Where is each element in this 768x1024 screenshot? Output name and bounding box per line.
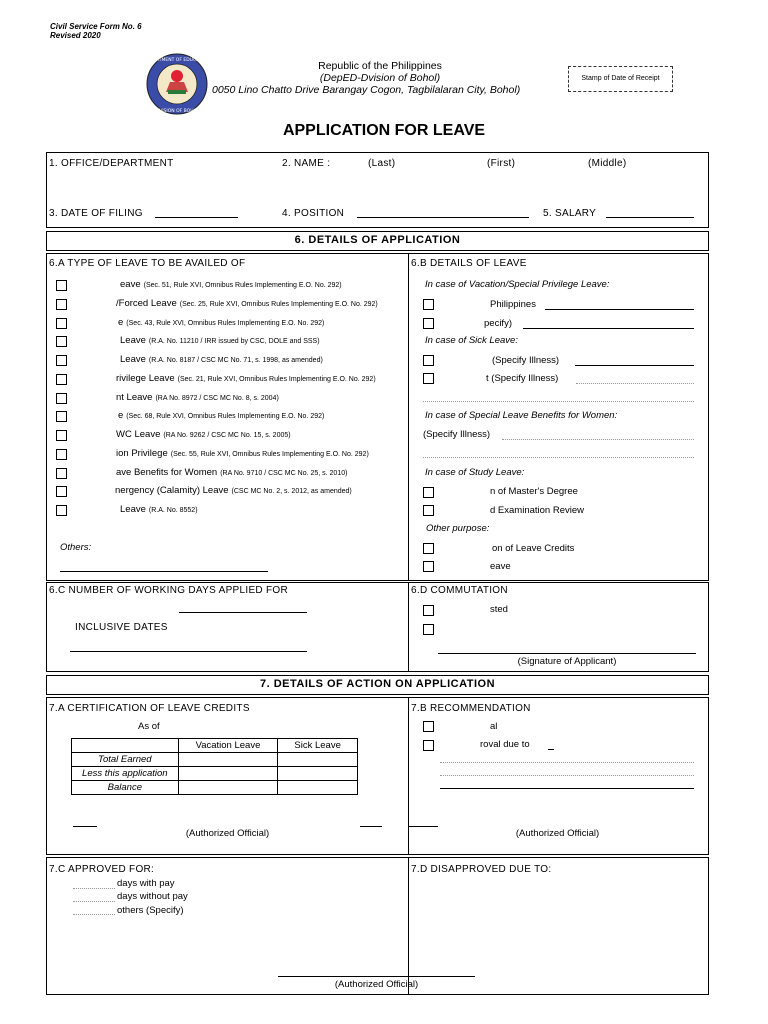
out-patient-label: t (Specify Illness) — [486, 373, 559, 384]
women-illness-field[interactable] — [502, 439, 694, 440]
balance-vacation[interactable] — [178, 781, 278, 795]
out-patient-field[interactable] — [576, 383, 694, 384]
out-patient-field-2[interactable] — [423, 401, 694, 402]
days-with-pay-label: days with pay — [117, 878, 175, 889]
commutation-requested-label: sted — [490, 604, 508, 615]
table-row — [72, 767, 358, 781]
within-philippines-label: Philippines — [490, 299, 536, 310]
form-revision: Revised 2020 — [50, 31, 101, 40]
leave-type-item — [116, 448, 369, 459]
leave-type-name: eave — [120, 279, 141, 290]
table-row — [72, 781, 358, 795]
working-days-field[interactable] — [179, 612, 307, 613]
disapproval-field-3[interactable] — [440, 788, 694, 789]
women-heading: In case of Special Leave Benefits for Women: — [425, 410, 618, 421]
leave-type-checkbox[interactable] — [56, 355, 67, 366]
women-illness-field-2[interactable] — [423, 457, 694, 458]
leave-type-item — [120, 335, 320, 346]
leave-type-name: nergency (Calamity) Leave — [115, 485, 229, 496]
leave-type-checkbox[interactable] — [56, 430, 67, 441]
leave-type-checkbox[interactable] — [56, 318, 67, 329]
auth-line-left — [73, 826, 97, 827]
for-disapproval-label: roval due to — [480, 739, 530, 750]
abroad-label: pecify) — [484, 318, 512, 329]
section6-cd-divider — [408, 582, 409, 672]
leave-type-name: ion Privilege — [116, 448, 168, 459]
leave-type-name: rivilege Leave — [116, 373, 175, 384]
bar-review-label: d Examination Review — [490, 505, 584, 516]
sick-leave-header: Sick Leave — [278, 739, 358, 753]
auth-line-right — [360, 826, 382, 827]
leave-type-name: Leave — [120, 354, 146, 365]
salary-field[interactable] — [606, 217, 694, 218]
bar-review-checkbox[interactable] — [423, 505, 434, 516]
days-without-pay-field[interactable] — [73, 901, 115, 902]
leave-type-checkbox[interactable] — [56, 486, 67, 497]
leave-type-reference: (Sec. 25, Rule XVI, Omnibus Rules Implementing E.O. No. 292) — [179, 301, 378, 308]
masters-label: n of Master's Degree — [490, 486, 578, 497]
leave-type-checkbox[interactable] — [56, 505, 67, 516]
header-division: (DepED-Dvision of Bohol) — [319, 72, 441, 84]
others-specify-field[interactable] — [73, 914, 115, 915]
leave-type-item — [118, 410, 324, 421]
within-philippines-field[interactable] — [545, 309, 694, 310]
monetization-checkbox[interactable] — [423, 543, 434, 554]
date-filing-label: 3. DATE OF FILING — [49, 208, 143, 219]
authorized-official-a-label: (Authorized Official) — [185, 828, 270, 839]
leave-type-reference: (R.A. No. 11210 / IRR issued by CSC, DOLE and SSS) — [148, 338, 320, 345]
name-middle-label: (Middle) — [588, 158, 627, 169]
leave-type-item — [116, 392, 279, 403]
others-field[interactable] — [60, 571, 268, 572]
balance-label: Balance — [72, 781, 179, 795]
for-approval-checkbox[interactable] — [423, 721, 434, 732]
header-republic: Republic of the Philippines — [318, 60, 442, 72]
recommendation-title: 7.B RECOMMENDATION — [411, 703, 531, 714]
total-earned-vacation[interactable] — [178, 753, 278, 767]
leave-type-name: Leave — [120, 335, 146, 346]
name-first-label: (First) — [487, 158, 516, 169]
leave-type-item — [116, 467, 347, 478]
type-of-leave-title: 6.A TYPE OF LEAVE TO BE AVAILED OF — [49, 258, 246, 269]
leave-type-reference: (R.A. No. 8552) — [148, 507, 198, 514]
disapproval-field-2[interactable] — [440, 775, 694, 776]
approved-for-title: 7.C APPROVED FOR: — [49, 864, 155, 875]
section7-ab-divider — [408, 697, 409, 855]
as-of-label: As of — [138, 721, 160, 732]
disapproval-short-line — [548, 749, 554, 750]
vacation-leave-header: Vacation Leave — [178, 739, 278, 753]
for-disapproval-checkbox[interactable] — [423, 740, 434, 751]
total-earned-sick[interactable] — [278, 753, 358, 767]
leave-type-item — [118, 317, 324, 328]
leave-type-reference: (Sec. 51, Rule XVI, Omnibus Rules Implementing E.O. No. 292) — [143, 282, 342, 289]
leave-type-checkbox[interactable] — [56, 411, 67, 422]
leave-type-name: e — [118, 317, 124, 328]
leave-type-reference: (Sec. 55, Rule XVI, Omnibus Rules Implementing E.O. No. 292) — [170, 451, 369, 458]
salary-label: 5. SALARY — [543, 208, 597, 219]
vacation-heading: In case of Vacation/Special Privilege Leave: — [425, 279, 610, 290]
for-approval-label: al — [490, 721, 498, 732]
deped-seal-logo — [144, 52, 210, 116]
leave-type-name: WC Leave — [116, 429, 161, 440]
leave-type-reference: (Sec. 21, Rule XVI, Omnibus Rules Implementing E.O. No. 292) — [177, 376, 376, 383]
leave-type-reference: (RA No. 9262 / CSC MC No. 15, s. 2005) — [163, 432, 291, 439]
leave-type-item — [120, 504, 198, 515]
stamp-label: Stamp of Date of Receipt — [581, 75, 660, 82]
leave-type-item — [120, 354, 323, 365]
leave-type-checkbox[interactable] — [56, 280, 67, 291]
svg-text:DEPARTMENT OF EDUCATION: DEPARTMENT OF EDUCATION — [144, 58, 210, 63]
name-label: 2. NAME : — [282, 158, 331, 169]
section7-cd-divider — [408, 857, 409, 995]
authorized-official-b-label: (Authorized Official) — [515, 828, 600, 839]
final-signature-line[interactable] — [278, 976, 475, 977]
inclusive-dates-field[interactable] — [70, 651, 307, 652]
leave-type-checkbox[interactable] — [56, 374, 67, 385]
office-label: 1. OFFICE/DEPARTMENT — [49, 158, 174, 169]
leave-credits-table — [71, 738, 358, 795]
days-with-pay-field[interactable] — [73, 888, 115, 889]
leave-type-item — [116, 373, 376, 384]
less-application-vacation[interactable] — [178, 767, 278, 781]
position-label: 4. POSITION — [282, 208, 345, 219]
stamp-box — [568, 66, 673, 92]
details-of-leave-title: 6.B DETAILS OF LEAVE — [411, 258, 527, 269]
leave-type-name: nt Leave — [116, 392, 153, 403]
applicant-signature-label: (Signature of Applicant) — [517, 656, 617, 667]
form-title: APPLICATION FOR LEAVE — [282, 122, 486, 139]
leave-type-checkbox[interactable] — [56, 336, 67, 347]
authorized-official-final-label: (Authorized Official) — [334, 979, 419, 990]
total-earned-label: Total Earned — [72, 753, 179, 767]
leave-type-reference: (RA No. 9710 / CSC MC No. 25, s. 2010) — [220, 470, 348, 477]
masters-checkbox[interactable] — [423, 487, 434, 498]
position-field[interactable] — [357, 217, 529, 218]
commutation-title: 6.D COMMUTATION — [411, 585, 508, 596]
table-row — [72, 753, 358, 767]
leave-type-name: ave Benefits for Women — [116, 467, 218, 478]
section6-title: 6. DETAILS OF APPLICATION — [294, 234, 461, 246]
auth-b-line-left — [408, 826, 438, 827]
in-hospital-field[interactable] — [575, 365, 694, 366]
in-hospital-label: (Specify Illness) — [492, 355, 560, 366]
date-filing-field[interactable] — [155, 217, 238, 218]
disapproved-due-title: 7.D DISAPPROVED DUE TO: — [411, 864, 552, 875]
leave-type-name: /Forced Leave — [116, 298, 177, 309]
within-philippines-checkbox[interactable] — [423, 299, 434, 310]
sick-heading: In case of Sick Leave: — [425, 335, 518, 346]
abroad-field[interactable] — [523, 328, 694, 329]
less-application-sick[interactable] — [278, 767, 358, 781]
leave-type-reference: (Sec. 68, Rule XVI, Omnibus Rules Implementing E.O. No. 292) — [126, 413, 325, 420]
section6-divider — [408, 253, 409, 581]
table-cell — [72, 739, 179, 753]
others-label: Others: — [60, 542, 92, 553]
header-address: 0050 Lino Chatto Drive Barangay Cogon, Tagbilalaran City, Bohol) — [212, 84, 521, 96]
leave-type-checkbox[interactable] — [56, 468, 67, 479]
leave-credits-title: 7.A CERTIFICATION OF LEAVE CREDITS — [49, 703, 250, 714]
inclusive-dates-label: INCLUSIVE DATES — [75, 622, 168, 633]
days-without-pay-label: days without pay — [117, 891, 188, 902]
abroad-checkbox[interactable] — [423, 318, 434, 329]
svg-text:DIVISION OF BOHOL: DIVISION OF BOHOL — [154, 109, 200, 114]
working-days-title: 6.C NUMBER OF WORKING DAYS APPLIED FOR — [49, 585, 289, 596]
leave-type-checkbox[interactable] — [56, 299, 67, 310]
leave-type-reference: (R.A. No. 8187 / CSC MC No. 71, s. 1998, as amended) — [148, 357, 323, 364]
section7-title: 7. DETAILS OF ACTION ON APPLICATION — [259, 678, 496, 690]
others-specify-label: others (Specify) — [117, 905, 184, 916]
balance-sick[interactable] — [278, 781, 358, 795]
commutation-not-requested-checkbox[interactable] — [423, 624, 434, 635]
leave-type-checkbox[interactable] — [56, 393, 67, 404]
out-patient-checkbox[interactable] — [423, 373, 434, 384]
terminal-leave-label: eave — [490, 561, 511, 572]
terminal-leave-checkbox[interactable] — [423, 561, 434, 572]
form-number: Civil Service Form No. 6 — [50, 22, 142, 31]
name-last-label: (Last) — [368, 158, 396, 169]
leave-type-item — [115, 485, 352, 496]
leave-type-checkbox[interactable] — [56, 449, 67, 460]
applicant-signature-line[interactable] — [438, 653, 696, 654]
leave-type-name: Leave — [120, 504, 146, 515]
commutation-requested-checkbox[interactable] — [423, 605, 434, 616]
leave-type-reference: (CSC MC No. 2, s. 2012, as amended) — [231, 488, 352, 495]
study-heading: In case of Study Leave: — [425, 467, 525, 478]
leave-type-item — [116, 298, 378, 309]
less-application-label: Less this application — [72, 767, 179, 781]
leave-type-name: e — [118, 410, 124, 421]
other-purpose-heading: Other purpose: — [426, 523, 490, 534]
leave-type-reference: (Sec. 43, Rule XVI, Omnibus Rules Implementing E.O. No. 292) — [126, 320, 325, 327]
in-hospital-checkbox[interactable] — [423, 355, 434, 366]
table-row — [72, 739, 358, 753]
leave-type-item — [120, 279, 342, 290]
monetization-label: on of Leave Credits — [492, 543, 575, 554]
women-illness-label: (Specify Illness) — [423, 429, 491, 440]
disapproval-field-1[interactable] — [440, 762, 694, 763]
leave-type-item — [116, 429, 291, 440]
leave-type-reference: (RA No. 8972 / CSC MC No. 8, s. 2004) — [155, 395, 279, 402]
